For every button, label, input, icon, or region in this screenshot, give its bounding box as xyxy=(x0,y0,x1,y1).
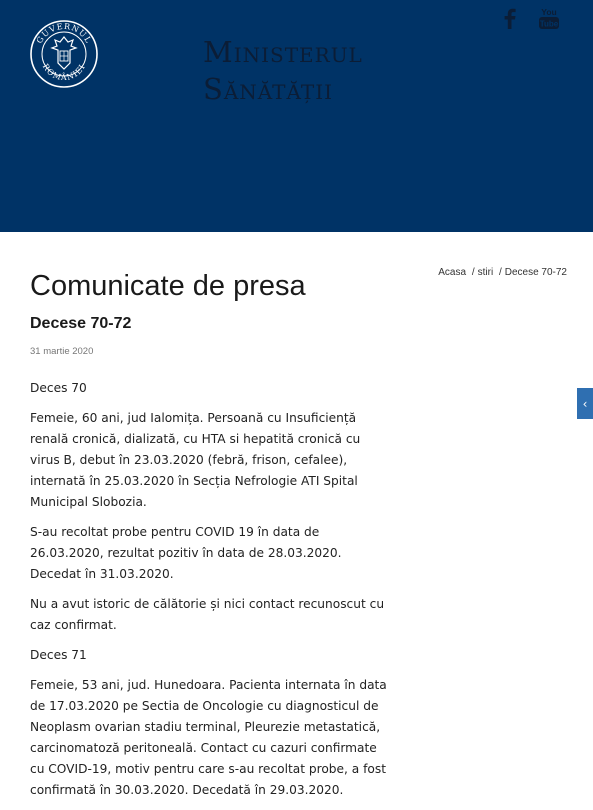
government-seal-logo[interactable] xyxy=(29,19,99,89)
article-paragraph: Femeie, 53 ani, jud. Hunedoara. Pacienta internata în data de 17.03.2020 pe Sectia de Oncologie cu diagnosticul de Neoplasm ovarian stadiu terminal, Pleurezie metastatică, carcinomatoză peritoneală. Contact cu cazuri confirmate cu COVID-19, motiv pentru care s-au recoltat probe, a fost confirmată în 30.03.2020. Decedată în 29.03.2020. xyxy=(30,678,387,797)
ministry-title-line2: Sănătății xyxy=(203,72,333,106)
article-paragraph: Nu a avut istoric de călătorie și nici contact recunoscut cu caz confirmat. xyxy=(30,597,385,632)
svg-text:ROMÂNIEI: ROMÂNIEI xyxy=(40,62,88,83)
article-paragraph: Deces 71 xyxy=(30,648,87,662)
page-title: Comunicate de presa xyxy=(30,270,306,302)
breadcrumb-current: Decese 70-72 xyxy=(504,267,567,278)
svg-text:GUVERNUL: GUVERNUL xyxy=(34,21,94,46)
article-paragraph: Deces 70 xyxy=(30,381,87,395)
ministry-title-line1: Ministerul xyxy=(203,35,363,69)
side-panel-toggle[interactable] xyxy=(577,388,593,419)
youtube-icon[interactable] xyxy=(538,6,560,30)
svg-text:You: You xyxy=(541,7,557,17)
breadcrumb-separator: / xyxy=(498,267,502,278)
article-paragraph: Femeie, 60 ani, jud Ialomița. Persoană cu Insuficiență renală cronică, dializată, cu HTA si hepatită cronică cu virus B, debut în 23.03.2020 (febră, frison, cefalee), internată în 25.03.2020 în Secția Nefrologie ATI Spital Municipal Slobozia. xyxy=(30,411,361,509)
article-title: Decese 70-72 xyxy=(30,315,132,332)
ministry-title[interactable] xyxy=(203,34,363,108)
breadcrumb xyxy=(438,267,567,278)
breadcrumb-section-link[interactable]: stiri xyxy=(477,267,494,278)
site-header xyxy=(0,0,593,232)
breadcrumb-home-link[interactable]: Acasa xyxy=(438,267,467,278)
article-date: 31 martie 2020 xyxy=(30,346,94,357)
breadcrumb-separator: / xyxy=(471,267,475,278)
facebook-icon[interactable] xyxy=(500,6,520,30)
chevron-left-icon: ‹ xyxy=(582,396,588,411)
article-paragraph: S-au recoltat probe pentru COVID 19 în data de 26.03.2020, rezultat pozitiv în data de 28.03.2020. Decedat în 31.03.2020. xyxy=(30,525,342,581)
article-body xyxy=(30,378,390,810)
svg-text:Tube: Tube xyxy=(539,19,559,29)
